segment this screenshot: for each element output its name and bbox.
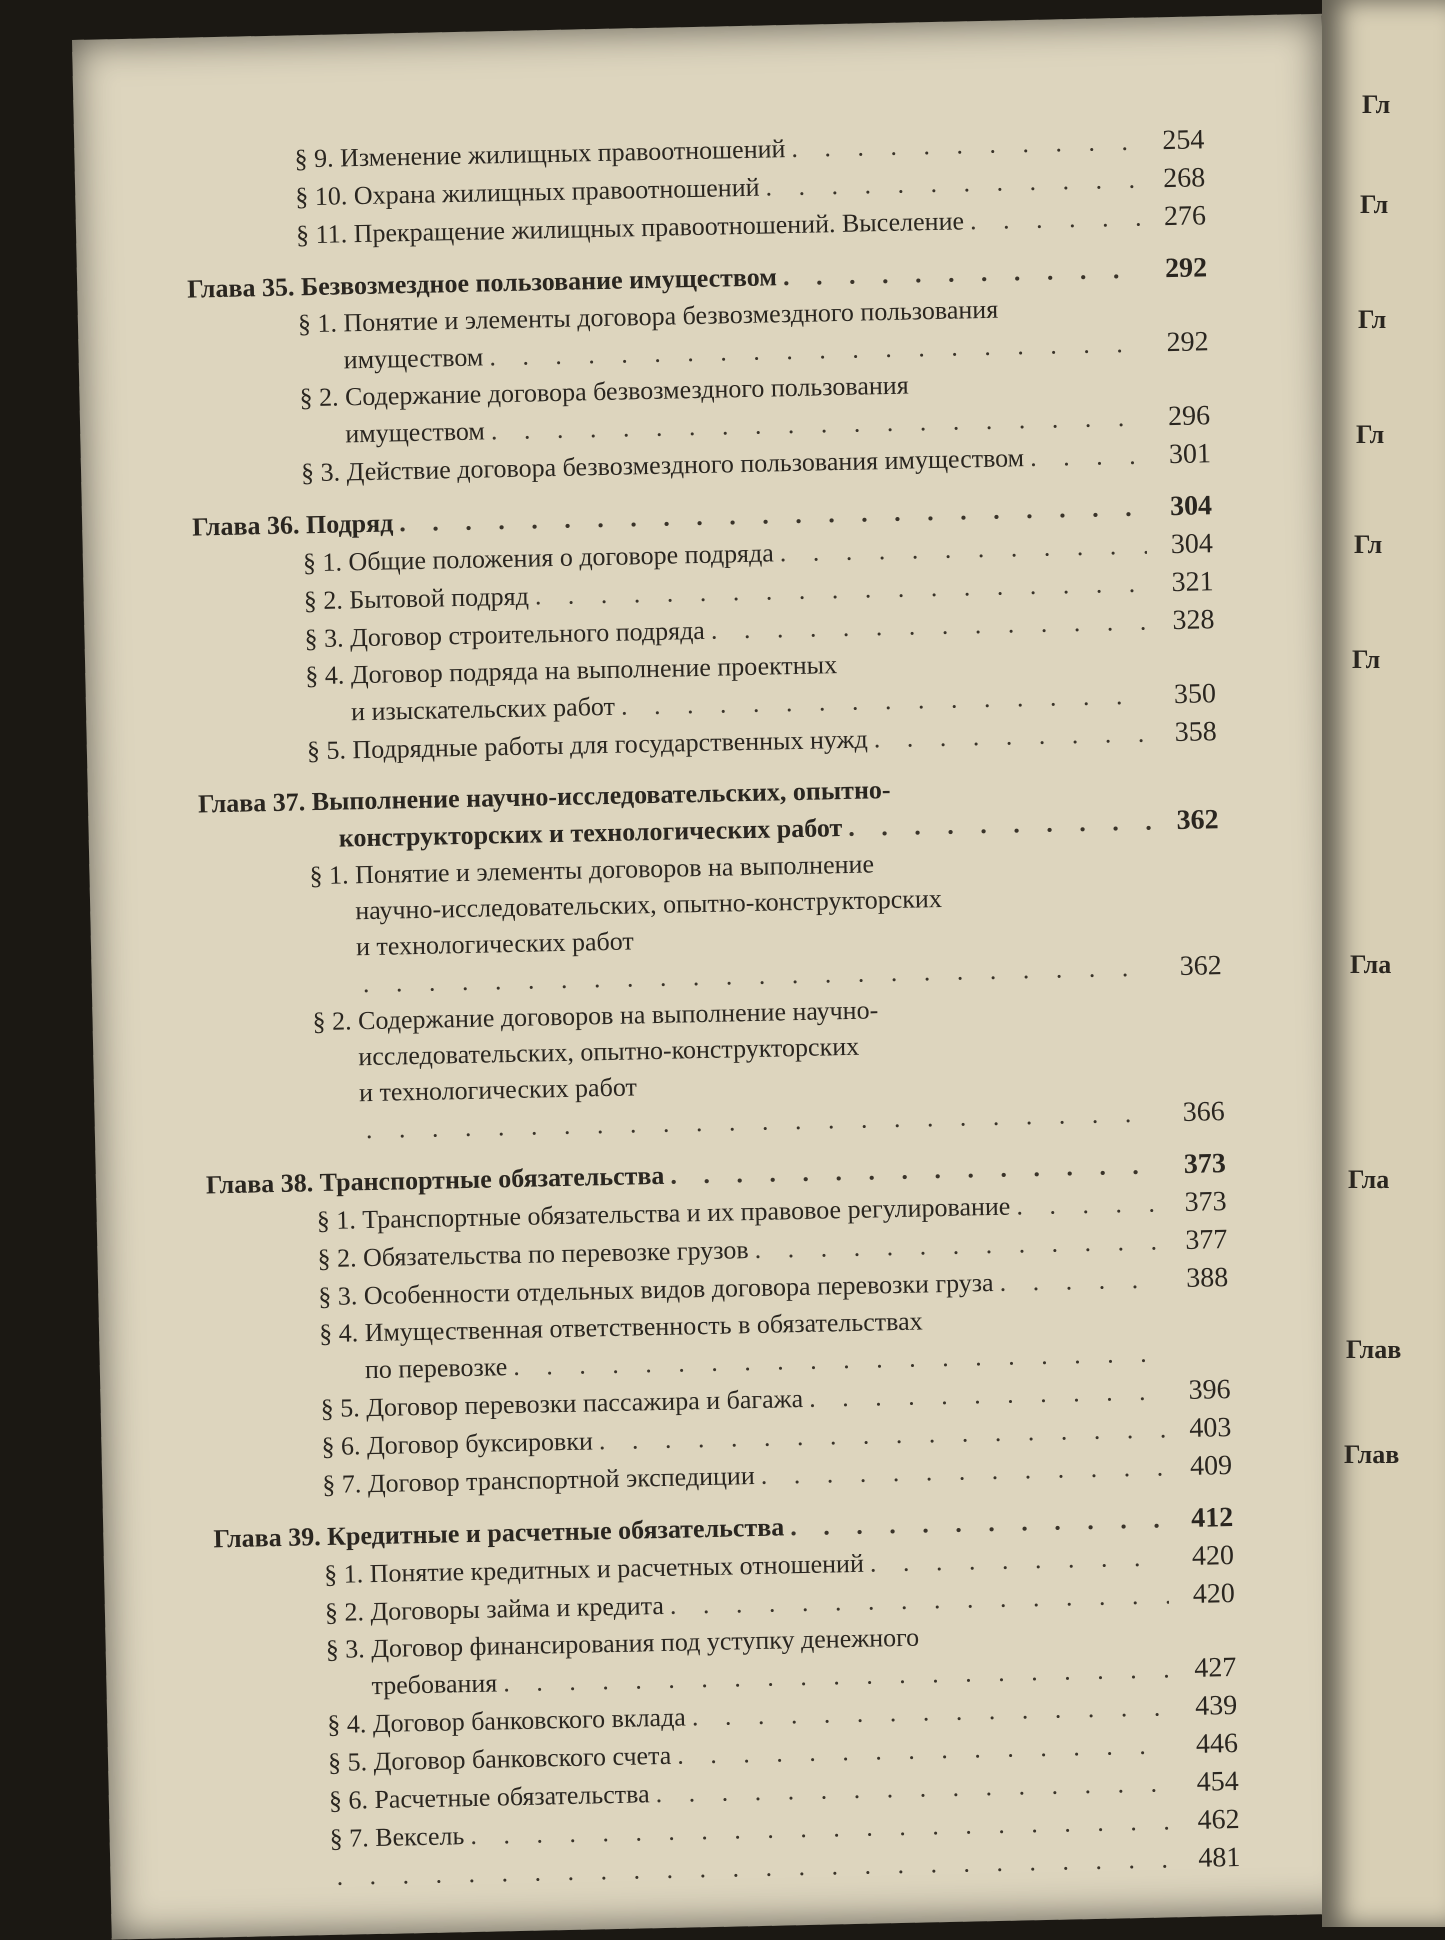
- toc-entry-title: § 4. Договор банковского вклада: [327, 1702, 687, 1740]
- leader-dots: [760, 1448, 1166, 1494]
- toc-section: [162, 985, 1225, 1153]
- toc-line: § 4. Договор подряда на выполнение проектных: [305, 650, 838, 691]
- page-number: 373: [1183, 1148, 1227, 1180]
- toc-line: § 4. Имущественная ответственность в обязательствах: [318, 1306, 923, 1349]
- toc-entry-title: § 7. Вексель: [329, 1821, 465, 1853]
- page-number: 420: [1191, 1540, 1235, 1572]
- page-number: 377: [1185, 1224, 1228, 1256]
- toc-entry-title: Глава 38. Транспортные обязательства: [205, 1160, 665, 1200]
- page-number: 292: [1166, 326, 1209, 359]
- toc-line: научно-исследовательских, опытно-конструкторских: [354, 883, 943, 926]
- page-number: 396: [1188, 1374, 1231, 1406]
- facing-page-heading-fragment: Гла: [1348, 1165, 1390, 1194]
- toc-entry-title: требования: [371, 1668, 498, 1701]
- toc-entry-title: Глава 35. Безвозмездное пользование имуществом: [186, 262, 778, 304]
- toc-line: § 2. Содержание договора безвозмездного пользования: [299, 370, 909, 413]
- leader-dots: [970, 199, 1141, 241]
- facing-page-heading-fragment: Гл: [1356, 420, 1385, 449]
- toc-line: Глава 37. Выполнение научно-исследовательских, опытно-: [197, 775, 891, 819]
- page-number: 268: [1162, 162, 1206, 195]
- page-number: 454: [1196, 1765, 1240, 1798]
- page-number: 358: [1174, 716, 1218, 749]
- toc-entry-title: § 6. Договор буксировки: [321, 1426, 594, 1462]
- page-number: 420: [1192, 1577, 1236, 1610]
- toc-entry-title: § 1. Общие положения о договоре подряда: [302, 538, 775, 578]
- facing-page-heading-fragment: Гл: [1360, 190, 1389, 219]
- toc-entry-title: § 3. Особенности отдельных видов договора перевозки груза: [318, 1267, 994, 1312]
- table-of-contents: [144, 121, 1241, 1899]
- leader-dots: [873, 715, 1151, 759]
- toc-line: § 2. Содержание договоров на выполнение научно-: [312, 995, 879, 1037]
- page-number: 439: [1194, 1689, 1238, 1722]
- page-number: 403: [1188, 1412, 1232, 1444]
- leader-dots: [869, 1538, 1168, 1582]
- leader-dots: [783, 251, 1142, 296]
- book-page: [72, 14, 1362, 1940]
- page-number: 292: [1164, 252, 1208, 285]
- facing-page-heading-fragment: Гла: [1350, 950, 1392, 979]
- page-number: 373: [1184, 1186, 1227, 1218]
- toc-entry-title: § 10. Охрана жилищных правоотношений: [295, 172, 760, 212]
- toc-line: § 1. Понятие и элементы договора безвозмездного пользования: [297, 294, 999, 339]
- toc-entry-title: § 9. Изменение жилищных правоотношений: [294, 134, 786, 174]
- page-number: 362: [1179, 950, 1222, 983]
- page-number: 254: [1162, 124, 1205, 157]
- page-number: 362: [1176, 804, 1219, 837]
- toc-line: § 3. Договор финансирования под уступку денежного: [325, 1622, 920, 1665]
- facing-page-heading-fragment: Гл: [1358, 305, 1387, 334]
- page-number: 409: [1189, 1450, 1233, 1482]
- page-number: 412: [1190, 1502, 1234, 1534]
- toc-line: исследовательских, опытно-конструкторских: [358, 1031, 860, 1072]
- toc-line: и технологических работ: [358, 1072, 638, 1108]
- toc-entry-title: Глава 39. Кредитные и расчетные обязательства: [213, 1512, 785, 1554]
- toc-section: [159, 839, 1222, 1007]
- facing-page-heading-fragment: Глав: [1344, 1440, 1400, 1469]
- page-number: 481: [1198, 1841, 1241, 1874]
- facing-page-heading-fragment: Глав: [1346, 1335, 1402, 1364]
- toc-entry-title: по перевозке: [364, 1352, 508, 1385]
- toc-entry-title: § 11. Прекращение жилищных правоотношений. Выселение: [295, 206, 965, 250]
- page-number: 304: [1170, 528, 1214, 561]
- toc-entry-title: конструкторских и технологических работ: [338, 813, 843, 853]
- toc-entry-title: § 3. Действие договора безвозмездного пользования имуществом: [300, 443, 1025, 488]
- toc-entry-title: § 2. Договоры займа и кредита: [324, 1590, 665, 1628]
- toc-entry-title: и изыскательских работ: [350, 691, 616, 727]
- facing-page-heading-fragment: Гл: [1354, 530, 1383, 559]
- page-number: 350: [1173, 678, 1217, 711]
- page-number: 328: [1172, 604, 1215, 637]
- toc-entry-title: § 6. Расчетные обязательства: [328, 1779, 650, 1816]
- toc-entry-title: § 5. Договор перевозки пассажира и багажа: [320, 1383, 804, 1424]
- toc-line: § 1. Понятие и элементы договоров на выполнение: [309, 849, 875, 891]
- page-number: 366: [1182, 1096, 1226, 1128]
- leader-dots: [1030, 437, 1146, 477]
- page-number: 446: [1195, 1727, 1239, 1760]
- facing-page-edge: [1322, 0, 1445, 1927]
- leader-dots: [1016, 1184, 1161, 1225]
- facing-page-heading-fragment: Гл: [1362, 90, 1391, 119]
- toc-line: и технологических работ: [355, 926, 635, 962]
- facing-page-heading-fragment: Гл: [1352, 645, 1381, 674]
- page-number: 276: [1163, 200, 1207, 233]
- toc-entry-title: § 5. Подрядные работы для государственных нужд: [306, 724, 869, 766]
- toc-entry-title: § 5. Договор банковского счета: [327, 1740, 672, 1778]
- page-number: 304: [1169, 490, 1213, 523]
- toc-entry-title: имуществом: [345, 416, 486, 449]
- page-number: 301: [1168, 438, 1212, 471]
- toc-entry-title: § 3. Договор строительного подряда: [304, 615, 706, 654]
- toc-entry-title: Глава 36. Подряд: [191, 508, 394, 542]
- leader-dots: [999, 1260, 1162, 1301]
- page-number: 321: [1171, 566, 1214, 599]
- leader-dots: [848, 803, 1153, 847]
- page-number: 296: [1167, 400, 1211, 433]
- page-number: 388: [1185, 1262, 1229, 1294]
- page-number: 427: [1194, 1651, 1237, 1684]
- page-number: 462: [1197, 1803, 1240, 1836]
- toc-entry-title: § 1. Транспортные обязательства и их правовое регулирование: [316, 1191, 1011, 1236]
- toc-entry-title: § 2. Обязательства по перевозке грузов: [317, 1235, 749, 1274]
- toc-entry-title: § 7. Договор транспортной экспедиции: [322, 1461, 755, 1500]
- toc-entry-title: имуществом: [343, 342, 484, 375]
- toc-entry-title: § 1. Понятие кредитных и расчетных отношений: [323, 1548, 865, 1590]
- toc-entry-title: § 2. Бытовой подряд: [303, 581, 530, 616]
